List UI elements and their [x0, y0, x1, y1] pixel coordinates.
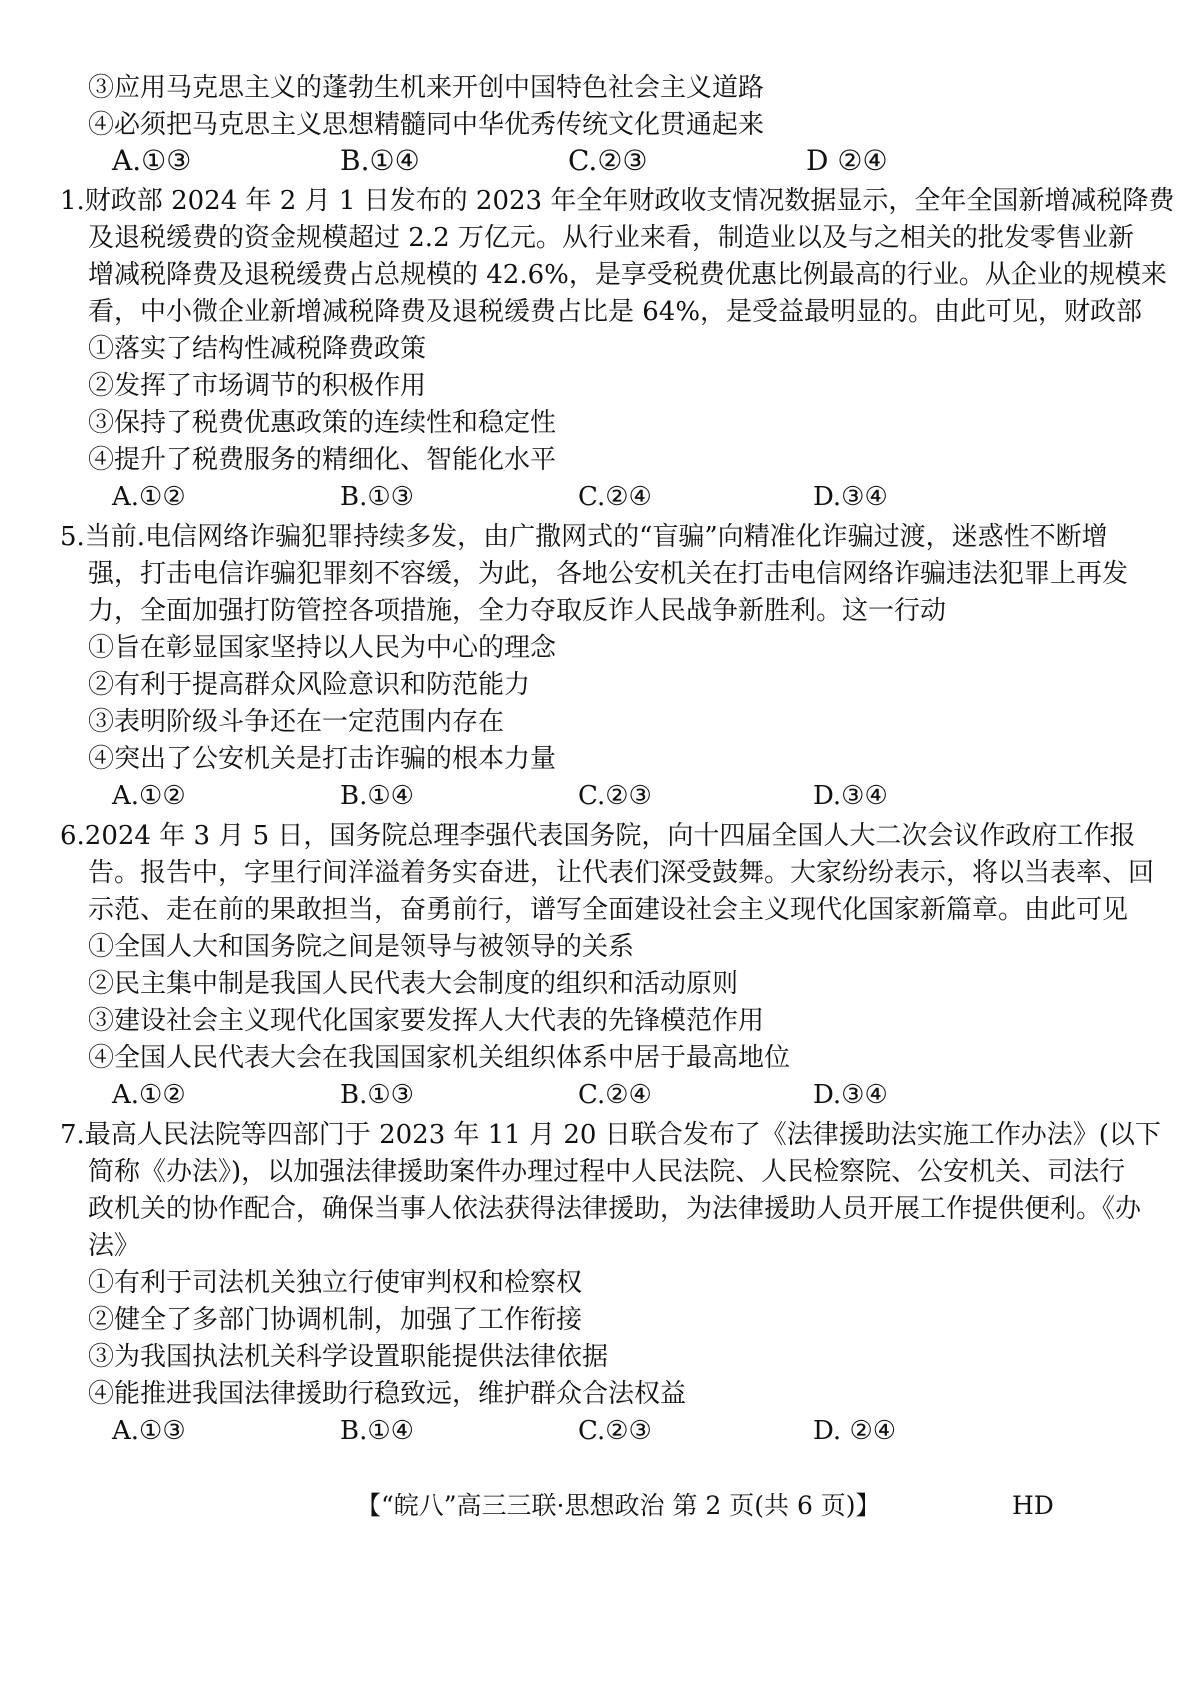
q5-stem-line-3: 力，全面加强打防管控各项措施，全力夺取反诈人民战争新胜利。这一行动 [88, 596, 947, 626]
q4-option-c: C.②④ [578, 482, 652, 512]
q6-statement-2: ②民主集中制是我国人民代表大会制度的组织和活动原则 [88, 969, 739, 999]
prev-option-d: D ②④ [806, 144, 888, 177]
q4-option-b: B.①③ [340, 482, 414, 512]
q5-stem-line-2: 强，打击电信诈骗犯罪刻不容缓，为此，各地公安机关在打击电信网络诈骗违法犯罪上再发 [88, 559, 1129, 589]
q6-statement-4: ④全国人民代表大会在我国国家机关组织体系中居于最高地位 [88, 1043, 791, 1073]
q6-statement-1: ①全国人大和国务院之间是领导与被领导的关系 [88, 932, 635, 962]
q7-option-a: A.①③ [112, 1416, 186, 1446]
q4-option-a: A.①② [112, 482, 186, 512]
prev-option-a: A.①③ [112, 144, 192, 177]
q4-stem-line-2: 及退税缓费的资金规模超过 2.2 万亿元。从行业来看，制造业以及与之相关的批发零售业新 [88, 223, 1134, 253]
q6-option-d: D.③④ [813, 1080, 888, 1110]
q7-statement-4: ④能推进我国法律援助行稳致远，维护群众合法权益 [88, 1379, 687, 1409]
q7-stem-line-4: 法》 [88, 1231, 141, 1261]
prev-option-c: C.②③ [568, 144, 648, 177]
q5-statement-4: ④突出了公安机关是打击诈骗的根本力量 [88, 744, 557, 774]
q4-statement-3: ③保持了税费优惠政策的连续性和稳定性 [88, 408, 557, 438]
q6-option-a: A.①② [112, 1080, 186, 1110]
q7-option-d: D. ②④ [813, 1416, 897, 1446]
footer-code: HD [1012, 1491, 1054, 1520]
q6-statement-3: ③建设社会主义现代化国家要发挥人大代表的先锋模范作用 [88, 1006, 765, 1036]
q7-option-c: C.②③ [578, 1416, 652, 1446]
q5-statement-2: ②有利于提高群众风险意识和防范能力 [88, 670, 531, 700]
q4-option-d: D.③④ [813, 482, 888, 512]
q4-stem-line-4: 看，中小微企业新增减税降费及退税缓费占比是 64%，是受益最明显的。由此可见，财政部 [88, 297, 1143, 327]
q7-option-b: B.①④ [340, 1416, 414, 1446]
q5-option-d: D.③④ [813, 781, 888, 811]
q5-stem-line-1: 5.当前.电信网络诈骗犯罪持续多发，由广撒网式的“盲骗”向精准化诈骗过渡，迷惑性不断增 [60, 522, 1108, 552]
q5-option-c: C.②③ [578, 781, 652, 811]
q4-statement-4: ④提升了税费服务的精细化、智能化水平 [88, 445, 557, 475]
page-footer: 【“皖八”高三三联·思想政治 第 2 页(共 6 页)】 [356, 1491, 881, 1520]
q7-statement-1: ①有利于司法机关独立行使审判权和检察权 [88, 1268, 583, 1298]
prev-option-b: B.①④ [340, 144, 420, 177]
prev-statement-4: ④必须把马克思主义思想精髓同中华优秀传统文化贯通起来 [88, 110, 765, 140]
q5-statement-1: ①旨在彰显国家坚持以人民为中心的理念 [88, 633, 557, 663]
q6-option-c: C.②④ [578, 1080, 652, 1110]
q5-statement-3: ③表明阶级斗争还在一定范围内存在 [88, 707, 505, 737]
q4-stem-line-1: 1.财政部 2024 年 2 月 1 日发布的 2023 年全年财政收支情况数据显示，全年全国新增减税降费 [60, 186, 1175, 216]
q7-stem-line-2: 简称《办法》)，以加强法律援助案件办理过程中人民法院、人民检察院、公安机关、司法行 [88, 1157, 1126, 1187]
q6-stem-line-1: 6.2024 年 3 月 5 日，国务院总理李强代表国务院，向十四届全国人大二次会议作政府工作报 [60, 821, 1136, 851]
q6-stem-line-2: 告。报告中，字里行间洋溢着务实奋进，让代表们深受鼓舞。大家纷纷表示，将以当表率、回 [88, 858, 1155, 888]
q5-option-b: B.①④ [340, 781, 414, 811]
q4-stem-line-3: 增减税降费及退税缓费占总规模的 42.6%，是享受税费优惠比例最高的行业。从企业的规模来 [88, 260, 1167, 290]
q4-statement-1: ①落实了结构性减税降费政策 [88, 334, 427, 364]
prev-statement-3: ③应用马克思主义的蓬勃生机来开创中国特色社会主义道路 [88, 73, 765, 103]
q7-stem-line-3: 政机关的协作配合，确保当事人依法获得法律援助，为法律援助人员开展工作提供便利。《办 [88, 1194, 1142, 1224]
q5-option-a: A.①② [112, 781, 186, 811]
q7-stem-line-1: 7.最高人民法院等四部门于 2023 年 11 月 20 日联合发布了《法律援助法实施工作办法》(以下 [60, 1120, 1161, 1150]
q7-statement-3: ③为我国执法机关科学设置职能提供法律依据 [88, 1342, 609, 1372]
q6-option-b: B.①③ [340, 1080, 414, 1110]
q6-stem-line-3: 示范、走在前的果敢担当，奋勇前行，谱写全面建设社会主义现代化国家新篇章。由此可见 [88, 895, 1129, 925]
q7-statement-2: ②健全了多部门协调机制，加强了工作衔接 [88, 1305, 583, 1335]
q4-statement-2: ②发挥了市场调节的积极作用 [88, 371, 427, 401]
